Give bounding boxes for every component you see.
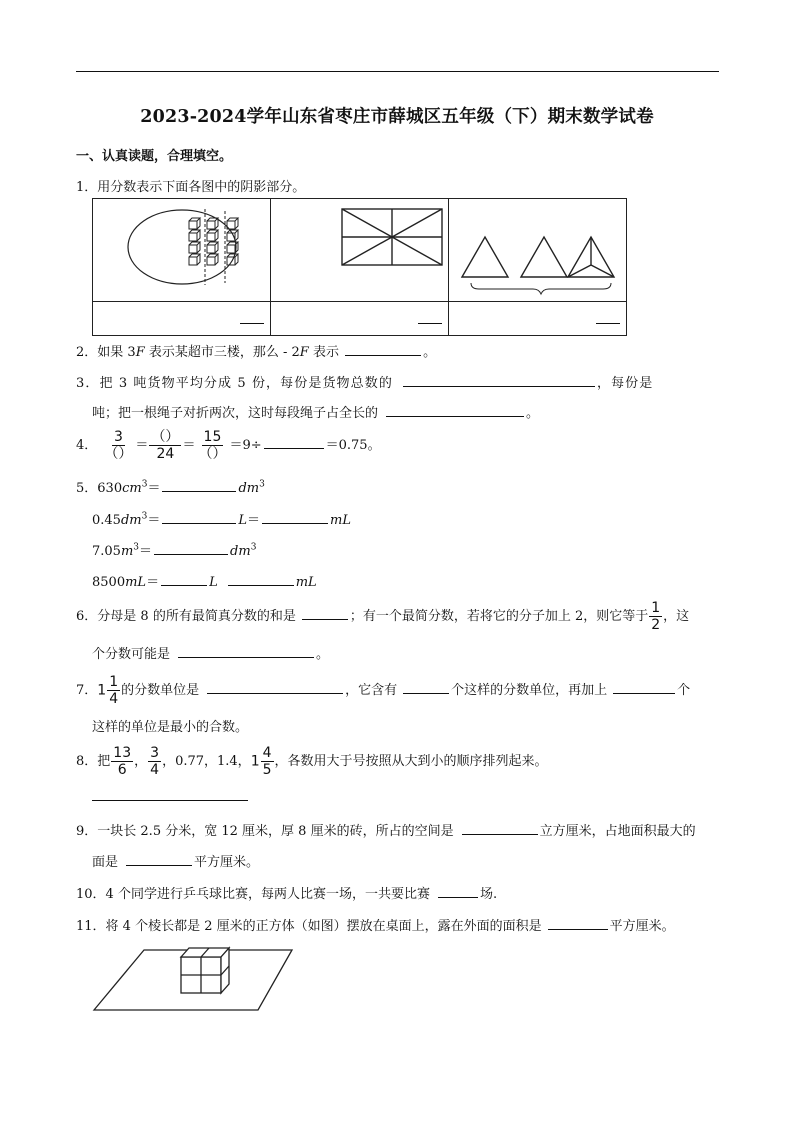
answer-blank[interactable] [345,343,421,356]
divided-rectangle-figure [271,199,448,297]
question-5-line-1: 5．$630cm^3= dm^3$ [76,479,265,496]
question-7-cont: 这样的单位是最小的合数。 [92,720,249,735]
figure-cell-3 [449,199,627,302]
question-text: 如果 3 [97,345,136,360]
question-number: 10． [76,887,106,902]
question-9: 9．一块长 2.5 分米，宽 12 厘米，厚 8 厘米的砖，所占的空间是 立方厘米，占地面积最大的 [76,824,696,839]
answer-blank[interactable] [438,885,478,898]
question-1 [76,176,305,195]
answer-blank[interactable] [154,542,228,555]
question-11: 11．将 4 个棱长都是 2 厘米的正方体（如图）摆放在桌面上，露在外面的面积是 平方厘米。 [76,919,675,934]
answer-blank[interactable] [92,786,248,801]
answer-blank[interactable] [386,404,524,417]
question-text: 用分数表示下面各图中的阴影部分。 [97,180,306,195]
fraction: $\frac{3}{()}$ [104,429,133,462]
floor-symbol: F [135,345,145,360]
question-5-line-2: $0.45dm^3= L=$ mL [92,511,351,528]
question-10: 10．4 个同学进行乒乓球比赛，每两人比赛一场，一共要比赛 场. [76,887,498,902]
question-5-line-3: $7.05m^3= dm^3$ [92,542,257,559]
cubes-on-table-figure [92,944,302,1016]
question-text: ，每份是 [596,376,654,391]
answer-blank[interactable] [548,917,608,930]
figure-cell-2 [271,199,449,302]
question-3 [76,372,653,391]
answer-blank[interactable] [207,681,343,694]
question-text: 把 3 吨货物平均分成 5 份，每份是货物总数的 [99,376,393,391]
header-rule [76,71,719,72]
question-number: 5． [76,481,98,496]
answer-blank[interactable] [178,645,314,658]
answer-cell-2[interactable] [271,302,449,336]
question-4: 4． $\frac{3}{()}$ ＝ $\frac{()}{24}$ ＝ $\frac{15}{()}$ ＝9÷ ＝0.75。 [76,429,381,462]
answer-blank[interactable] [228,573,294,586]
answer-blank[interactable] [403,681,449,694]
fraction: $\frac{()}{24}$ [151,429,180,462]
question-3-cont [92,402,539,421]
question-number: 8． [76,754,98,769]
three-triangles-figure [449,199,626,297]
page-title: 2023-2024学年山东省枣庄市薛城区五年级（下）期末数学试卷 [140,107,654,127]
section-heading: 一、认真读题，合理填空。 [76,149,233,164]
question-text: 表示 [308,345,344,360]
answer-blank[interactable] [462,822,538,835]
question-number: 2． [76,345,98,360]
question-text: 表示某超市三楼，那么 - 2 [144,345,300,360]
figure-cell-1 [93,199,271,302]
question-number: 3． [76,376,100,391]
answer-cell-1[interactable] [93,302,271,336]
fraction: $\frac{4}{5}$ [262,745,272,778]
question-9-cont: 面是 平方厘米。 [92,855,260,870]
fraction: $\frac{3}{4}$ [150,745,160,778]
answer-blank[interactable] [161,573,207,586]
question-number: 7． [76,683,98,698]
fraction: $\frac{13}{6}$ [113,745,132,778]
fraction: $\frac{1}{4}$ [109,674,119,707]
question-6: 6．分母是 8 的所有最简真分数的和是 ；有一个最简分数，若将它的分子加上 2，则它等于 $\frac{1}{2}$ ，这 [76,600,690,633]
question-number: 6． [76,609,98,624]
punctuation: 。 [526,406,540,421]
cubes-in-ellipse-figure [93,199,270,297]
floor-symbol: F [299,345,309,360]
question-5-line-4: 8500mL＝ L mL [92,575,317,590]
answer-cell-3[interactable] [449,302,627,336]
question-8: 8．把 $\frac{13}{6}$ ， $\frac{3}{4}$ ，0.77，1.4，1 $\frac{4}{5}$ ，各数用大于号按照从大到小的顺序排列起来。 [76,745,548,778]
answer-blank[interactable] [403,374,595,387]
question-6-cont: 个分数可能是 。 [92,647,330,662]
figure-table [92,198,627,336]
answer-blank[interactable] [613,681,675,694]
question-number: 1． [76,180,98,195]
punctuation: 。 [423,345,437,360]
question-number: 11． [76,919,106,934]
answer-blank[interactable] [264,436,324,449]
question-text: 吨；把一根绳子对折两次，这时每段绳子占全长的 [92,406,379,421]
answer-blank[interactable] [262,511,328,524]
question-number: 9． [76,824,98,839]
question-number: 4． [76,438,98,453]
question-2 [76,341,436,360]
answer-blank[interactable] [162,479,236,492]
question-7: 7．1 $\frac{1}{4}$ 的分数单位是 ，它含有 个这样的分数单位，再加上 个 [76,674,691,707]
answer-blank[interactable] [162,511,236,524]
answer-blank[interactable] [302,607,348,620]
fraction: $\frac{1}{2}$ [651,600,661,633]
answer-blank[interactable] [126,853,192,866]
fraction: $\frac{15}{()}$ [198,429,227,462]
